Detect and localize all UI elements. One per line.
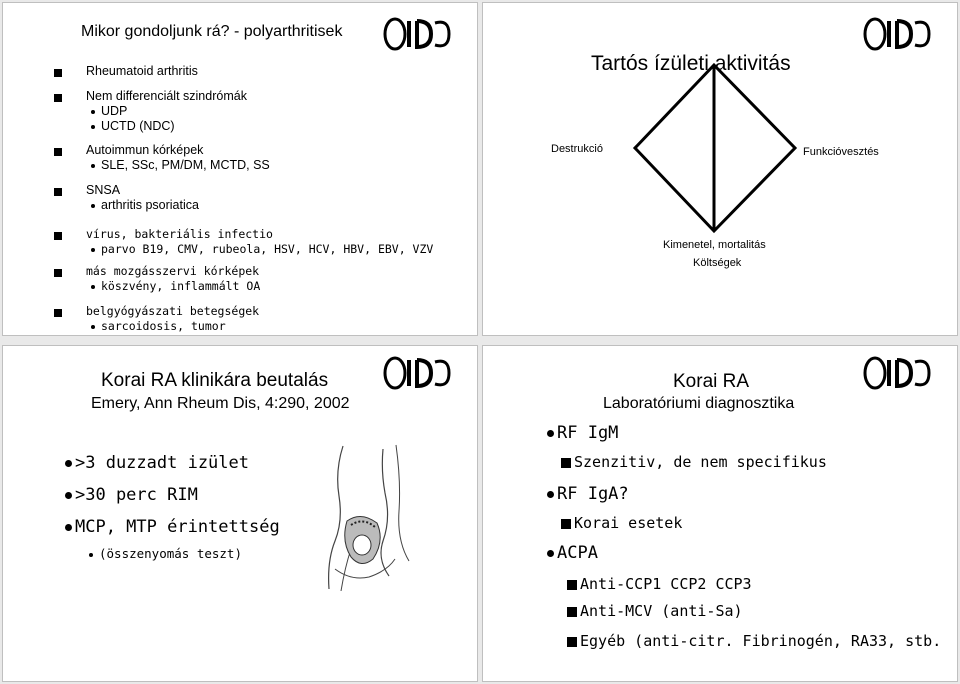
list-subitem: [91, 279, 260, 293]
bullet-icon: [547, 430, 554, 437]
bullet-icon: [567, 637, 577, 647]
criteria-text: >30 perc RIM: [75, 485, 198, 505]
lab-subitem-rf-iga: [561, 514, 682, 532]
list-subitem-text: arthritis psoriatica: [101, 198, 199, 212]
list-item: belgyógyászati betegségek: [86, 304, 260, 318]
destruction-label: Destrukció: [551, 143, 603, 155]
lab-item-acpa: [547, 543, 598, 563]
criteria-item-mcp-mtp: [65, 517, 280, 537]
lab-item-rf-iga: [547, 484, 629, 504]
bullet-square-icon: [54, 148, 62, 156]
lab-text: ACPA: [557, 543, 598, 563]
logo-icon: [383, 356, 453, 390]
bullet-square-icon: [54, 94, 62, 102]
criteria-item-joints: [65, 453, 249, 473]
slide2-title: Tartós ízületi aktivitás: [591, 52, 791, 75]
list-item: SNSA: [86, 183, 121, 197]
lab-subtext: Anti-MCV (anti-Sa): [580, 602, 743, 620]
bullet-icon: [89, 553, 93, 557]
list-subitem: [91, 104, 127, 118]
slide-joint-activity: [482, 2, 958, 336]
criteria-item-morning-stiffness: [65, 485, 198, 505]
list-subitem-text: SLE, SSc, PM/DM, MCTD, SS: [101, 158, 270, 172]
list-subitem: [91, 319, 226, 333]
list-item: Nem differenciált szindrómák: [86, 89, 247, 103]
slide1-title: Mikor gondoljunk rá? - polyarthritisek: [81, 23, 343, 40]
criteria-subitem: [89, 546, 242, 561]
lab-item-rf-igm: [547, 423, 618, 443]
list-subitem: [91, 158, 270, 172]
diamond-diagram: [483, 3, 958, 336]
lab-subtext: Anti-CCP1 CCP2 CCP3: [580, 575, 752, 593]
lab-text: RF IgA?: [557, 484, 629, 504]
bullet-square-icon: [54, 188, 62, 196]
slide-polyarthritis: [2, 2, 478, 336]
list-subitem-text: UDP: [101, 104, 128, 118]
bullet-icon: [547, 491, 554, 498]
lab-subitem-anti-ccp: [567, 575, 752, 593]
bullet-icon: [91, 125, 95, 129]
bullet-icon: [91, 110, 95, 114]
bullet-icon: [567, 607, 577, 617]
hand-squeeze-drawing: [321, 441, 421, 591]
lab-subtext: Korai esetek: [574, 514, 683, 532]
bullet-icon: [561, 458, 571, 468]
list-subitem-text: UCTD (NDC): [101, 119, 175, 133]
bullet-icon: [91, 325, 95, 329]
bullet-icon: [91, 164, 95, 168]
list-subitem: [91, 198, 199, 212]
lab-subitem-other: [567, 632, 941, 650]
bullet-icon: [567, 580, 577, 590]
bullet-icon: [547, 550, 554, 557]
bullet-square-icon: [54, 69, 62, 77]
list-item: más mozgásszervi kórképek: [86, 264, 260, 278]
criteria-subtext: (összenyomás teszt): [99, 546, 242, 561]
logo-icon: [863, 356, 933, 390]
slide4-subtitle: Laboratóriumi diagnosztika: [603, 395, 795, 412]
criteria-text: >3 duzzadt izület: [75, 453, 249, 473]
list-item: Rheumatoid arthritis: [86, 64, 198, 78]
bullet-square-icon: [54, 309, 62, 317]
bullet-square-icon: [54, 232, 62, 240]
bullet-icon: [91, 204, 95, 208]
slide3-subtitle: Emery, Ann Rheum Dis, 4:290, 2002: [91, 395, 350, 412]
bullet-icon: [91, 285, 95, 289]
lab-subitem-rf-igm: [561, 453, 827, 471]
bullet-square-icon: [54, 269, 62, 277]
criteria-text: MCP, MTP érintettség: [75, 517, 280, 537]
bullet-icon: [65, 524, 72, 531]
list-item: vírus, bakteriális infectio: [86, 227, 273, 241]
costs-label: Költségek: [693, 257, 742, 269]
list-subitem: [91, 119, 175, 133]
outcome-label: Kimenetel, mortalitás: [663, 239, 766, 251]
slide4-title: Korai RA: [673, 371, 750, 392]
bullet-icon: [91, 248, 95, 252]
lab-subtext: Szenzitiv, de nem specifikus: [574, 453, 827, 471]
bullet-icon: [561, 519, 571, 529]
slide-early-ra-referral: [2, 345, 478, 682]
lab-subitem-anti-mcv: [567, 602, 743, 620]
bullet-icon: [65, 492, 72, 499]
bullet-icon: [65, 460, 72, 467]
list-subitem-text: sarcoidosis, tumor: [101, 319, 226, 333]
list-subitem-text: köszvény, inflammált OA: [101, 279, 261, 293]
slide3-title: Korai RA klinikára beutalás: [101, 370, 329, 391]
lab-subtext: Egyéb (anti-citr. Fibrinogén, RA33, stb.: [580, 632, 942, 650]
list-subitem-text: parvo B19, CMV, rubeola, HSV, HCV, HBV, EBV, VZV: [101, 242, 434, 256]
list-subitem: [91, 242, 433, 256]
list-item: Autoimmun kórképek: [86, 143, 204, 157]
slide-early-ra-lab: [482, 345, 958, 682]
logo-icon: [383, 17, 453, 51]
function-loss-label: Funkcióvesztés: [803, 146, 879, 158]
lab-text: RF IgM: [557, 423, 619, 443]
